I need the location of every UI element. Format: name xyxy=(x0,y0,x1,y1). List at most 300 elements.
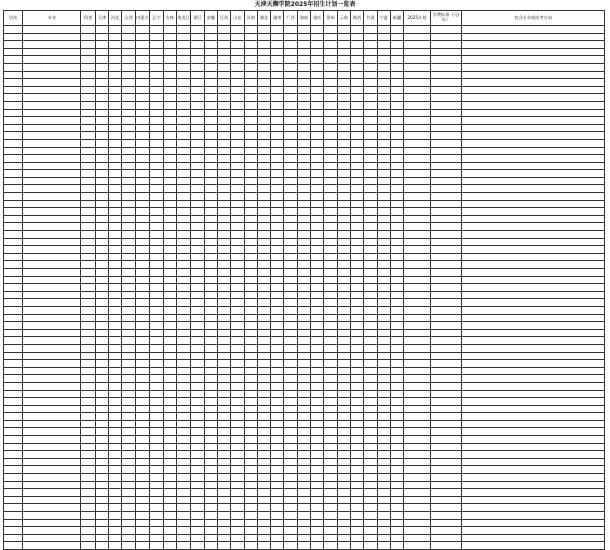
cell-hainan xyxy=(297,527,310,535)
table-row xyxy=(4,41,605,49)
cell-zhejiang xyxy=(191,26,204,34)
cell-henan xyxy=(244,124,257,132)
cell-zhejiang xyxy=(191,193,204,201)
cell-heilongjiang xyxy=(176,253,191,261)
cell-jiangxi xyxy=(217,322,230,330)
cell-neimenggu xyxy=(135,117,150,125)
cell-chongqing xyxy=(311,117,324,125)
cell-xinjiang xyxy=(390,496,403,504)
cell-hainan xyxy=(297,542,310,550)
cell-tianjin xyxy=(95,170,108,178)
cell-xinjiang xyxy=(390,527,403,535)
cell-hainan xyxy=(297,299,310,307)
cell-type xyxy=(81,71,96,79)
cell-hubei xyxy=(257,253,270,261)
cell-shaanxi xyxy=(350,398,363,406)
cell-major xyxy=(23,322,81,330)
cell-type xyxy=(81,200,96,208)
cell-direction xyxy=(462,41,605,49)
cell-shanxi xyxy=(122,504,135,512)
cell-tianjin xyxy=(95,200,108,208)
cell-gansu xyxy=(364,375,377,383)
cell-liaoning xyxy=(150,79,163,87)
cell-shaanxi xyxy=(350,48,363,56)
cell-hebei xyxy=(109,512,122,520)
cell-hainan xyxy=(297,238,310,246)
cell-jilin xyxy=(163,177,176,185)
cell-total xyxy=(404,147,431,155)
cell-ningxia xyxy=(377,253,390,261)
cell-anhui xyxy=(204,306,217,314)
cell-henan xyxy=(244,390,257,398)
cell-zhejiang xyxy=(191,200,204,208)
cell-yunnan xyxy=(337,398,350,406)
cell-fee xyxy=(430,382,461,390)
cell-guangxi xyxy=(284,170,297,178)
cell-fee xyxy=(430,253,461,261)
cell-hebei xyxy=(109,405,122,413)
cell-henan xyxy=(244,185,257,193)
cell-total xyxy=(404,344,431,352)
cell-shanxi xyxy=(122,329,135,337)
cell-shandong xyxy=(231,231,244,239)
cell-henan xyxy=(244,200,257,208)
cell-henan xyxy=(244,496,257,504)
cell-zhejiang xyxy=(191,238,204,246)
cell-hunan xyxy=(271,367,284,375)
cell-guizhou xyxy=(324,367,337,375)
cell-jiangxi xyxy=(217,390,230,398)
table-row xyxy=(4,534,605,542)
cell-anhui xyxy=(204,466,217,474)
cell-anhui xyxy=(204,200,217,208)
cell-gansu xyxy=(364,223,377,231)
cell-shaanxi xyxy=(350,132,363,140)
cell-xinjiang xyxy=(390,246,403,254)
cell-type xyxy=(81,489,96,497)
cell-jiangxi xyxy=(217,496,230,504)
cell-henan xyxy=(244,155,257,163)
cell-gansu xyxy=(364,413,377,421)
cell-category xyxy=(4,474,23,482)
cell-hainan xyxy=(297,41,310,49)
cell-shanxi xyxy=(122,519,135,527)
cell-tianjin xyxy=(95,390,108,398)
cell-tianjin xyxy=(95,261,108,269)
cell-jiangxi xyxy=(217,329,230,337)
cell-shanxi xyxy=(122,71,135,79)
cell-heilongjiang xyxy=(176,231,191,239)
cell-liaoning xyxy=(150,474,163,482)
cell-heilongjiang xyxy=(176,94,191,102)
cell-fee xyxy=(430,443,461,451)
cell-heilongjiang xyxy=(176,284,191,292)
cell-shaanxi xyxy=(350,337,363,345)
cell-zhejiang xyxy=(191,504,204,512)
cell-total xyxy=(404,299,431,307)
cell-ningxia xyxy=(377,185,390,193)
cell-ningxia xyxy=(377,405,390,413)
cell-heilongjiang xyxy=(176,185,191,193)
cell-neimenggu xyxy=(135,413,150,421)
header-shandong: 山东 xyxy=(231,11,244,26)
cell-jiangxi xyxy=(217,375,230,383)
cell-anhui xyxy=(204,48,217,56)
cell-hebei xyxy=(109,41,122,49)
cell-chongqing xyxy=(311,200,324,208)
cell-yunnan xyxy=(337,185,350,193)
cell-hainan xyxy=(297,504,310,512)
cell-ningxia xyxy=(377,344,390,352)
cell-liaoning xyxy=(150,139,163,147)
cell-hunan xyxy=(271,398,284,406)
cell-hubei xyxy=(257,458,270,466)
cell-tianjin xyxy=(95,542,108,550)
cell-chongqing xyxy=(311,109,324,117)
cell-shaanxi xyxy=(350,527,363,535)
cell-yunnan xyxy=(337,436,350,444)
table-row xyxy=(4,405,605,413)
cell-gansu xyxy=(364,299,377,307)
cell-ningxia xyxy=(377,299,390,307)
cell-neimenggu xyxy=(135,238,150,246)
cell-hubei xyxy=(257,124,270,132)
cell-henan xyxy=(244,223,257,231)
cell-shaanxi xyxy=(350,223,363,231)
table-row xyxy=(4,238,605,246)
cell-total xyxy=(404,101,431,109)
cell-fee xyxy=(430,337,461,345)
cell-xinjiang xyxy=(390,382,403,390)
cell-guizhou xyxy=(324,322,337,330)
cell-hebei xyxy=(109,56,122,64)
cell-guangxi xyxy=(284,428,297,436)
cell-hunan xyxy=(271,147,284,155)
cell-category xyxy=(4,231,23,239)
cell-total xyxy=(404,519,431,527)
cell-major xyxy=(23,489,81,497)
table-row xyxy=(4,466,605,474)
cell-ningxia xyxy=(377,413,390,421)
cell-henan xyxy=(244,443,257,451)
cell-xinjiang xyxy=(390,519,403,527)
cell-yunnan xyxy=(337,504,350,512)
cell-shanxi xyxy=(122,352,135,360)
cell-shandong xyxy=(231,41,244,49)
cell-anhui xyxy=(204,238,217,246)
table-row xyxy=(4,382,605,390)
cell-anhui xyxy=(204,542,217,550)
cell-heilongjiang xyxy=(176,269,191,277)
cell-fee xyxy=(430,238,461,246)
cell-ningxia xyxy=(377,86,390,94)
cell-yunnan xyxy=(337,542,350,550)
cell-chongqing xyxy=(311,443,324,451)
cell-yunnan xyxy=(337,215,350,223)
cell-heilongjiang xyxy=(176,428,191,436)
cell-shanxi xyxy=(122,94,135,102)
cell-chongqing xyxy=(311,253,324,261)
cell-jilin xyxy=(163,375,176,383)
cell-jilin xyxy=(163,246,176,254)
cell-major xyxy=(23,405,81,413)
cell-hebei xyxy=(109,329,122,337)
cell-shanxi xyxy=(122,382,135,390)
cell-jiangxi xyxy=(217,231,230,239)
table-row xyxy=(4,428,605,436)
cell-chongqing xyxy=(311,337,324,345)
cell-fee xyxy=(430,405,461,413)
cell-henan xyxy=(244,139,257,147)
cell-direction xyxy=(462,436,605,444)
cell-hainan xyxy=(297,413,310,421)
cell-shanxi xyxy=(122,489,135,497)
cell-heilongjiang xyxy=(176,375,191,383)
cell-guangxi xyxy=(284,284,297,292)
cell-major xyxy=(23,299,81,307)
cell-tianjin xyxy=(95,208,108,216)
cell-shandong xyxy=(231,443,244,451)
cell-hebei xyxy=(109,367,122,375)
cell-chongqing xyxy=(311,375,324,383)
cell-xinjiang xyxy=(390,253,403,261)
cell-total xyxy=(404,177,431,185)
cell-direction xyxy=(462,367,605,375)
cell-yunnan xyxy=(337,170,350,178)
cell-neimenggu xyxy=(135,398,150,406)
cell-hebei xyxy=(109,193,122,201)
cell-jilin xyxy=(163,41,176,49)
cell-direction xyxy=(462,56,605,64)
cell-chongqing xyxy=(311,33,324,41)
cell-category xyxy=(4,322,23,330)
cell-gansu xyxy=(364,48,377,56)
cell-chongqing xyxy=(311,382,324,390)
cell-hebei xyxy=(109,504,122,512)
cell-hubei xyxy=(257,344,270,352)
cell-hebei xyxy=(109,466,122,474)
cell-fee xyxy=(430,329,461,337)
cell-major xyxy=(23,185,81,193)
cell-shandong xyxy=(231,519,244,527)
cell-liaoning xyxy=(150,223,163,231)
table-row xyxy=(4,436,605,444)
cell-liaoning xyxy=(150,109,163,117)
cell-zhejiang xyxy=(191,162,204,170)
cell-hunan xyxy=(271,375,284,383)
cell-guizhou xyxy=(324,33,337,41)
cell-shaanxi xyxy=(350,200,363,208)
cell-jiangxi xyxy=(217,405,230,413)
cell-shaanxi xyxy=(350,481,363,489)
cell-hebei xyxy=(109,79,122,87)
cell-guangxi xyxy=(284,322,297,330)
cell-yunnan xyxy=(337,519,350,527)
cell-shandong xyxy=(231,246,244,254)
cell-total xyxy=(404,542,431,550)
cell-shanxi xyxy=(122,428,135,436)
cell-anhui xyxy=(204,458,217,466)
cell-guangxi xyxy=(284,306,297,314)
cell-fee xyxy=(430,101,461,109)
cell-direction xyxy=(462,466,605,474)
cell-category xyxy=(4,177,23,185)
cell-neimenggu xyxy=(135,246,150,254)
cell-hubei xyxy=(257,322,270,330)
cell-shandong xyxy=(231,375,244,383)
cell-major xyxy=(23,139,81,147)
cell-henan xyxy=(244,314,257,322)
table-row xyxy=(4,86,605,94)
cell-henan xyxy=(244,352,257,360)
cell-heilongjiang xyxy=(176,238,191,246)
cell-xinjiang xyxy=(390,71,403,79)
cell-xinjiang xyxy=(390,63,403,71)
cell-category xyxy=(4,200,23,208)
cell-hainan xyxy=(297,519,310,527)
cell-guangxi xyxy=(284,79,297,87)
cell-hebei xyxy=(109,436,122,444)
cell-shandong xyxy=(231,276,244,284)
cell-guizhou xyxy=(324,117,337,125)
cell-hubei xyxy=(257,26,270,34)
cell-total xyxy=(404,329,431,337)
cell-xinjiang xyxy=(390,79,403,87)
cell-major xyxy=(23,360,81,368)
cell-chongqing xyxy=(311,177,324,185)
cell-neimenggu xyxy=(135,139,150,147)
cell-henan xyxy=(244,542,257,550)
cell-yunnan xyxy=(337,291,350,299)
cell-type xyxy=(81,496,96,504)
header-row xyxy=(4,11,605,26)
table-row xyxy=(4,375,605,383)
cell-category xyxy=(4,458,23,466)
cell-shaanxi xyxy=(350,542,363,550)
cell-hunan xyxy=(271,200,284,208)
cell-neimenggu xyxy=(135,147,150,155)
cell-jilin xyxy=(163,253,176,261)
cell-zhejiang xyxy=(191,261,204,269)
cell-major xyxy=(23,117,81,125)
cell-jilin xyxy=(163,466,176,474)
cell-guangxi xyxy=(284,405,297,413)
table-row xyxy=(4,398,605,406)
cell-direction xyxy=(462,101,605,109)
header-total: 2025计划 xyxy=(404,11,431,26)
cell-gansu xyxy=(364,481,377,489)
cell-gansu xyxy=(364,443,377,451)
cell-heilongjiang xyxy=(176,420,191,428)
cell-yunnan xyxy=(337,124,350,132)
cell-category xyxy=(4,390,23,398)
cell-jiangxi xyxy=(217,382,230,390)
cell-major xyxy=(23,329,81,337)
cell-guangxi xyxy=(284,489,297,497)
cell-jiangxi xyxy=(217,352,230,360)
cell-yunnan xyxy=(337,443,350,451)
cell-henan xyxy=(244,41,257,49)
cell-neimenggu xyxy=(135,306,150,314)
cell-direction xyxy=(462,132,605,140)
cell-guizhou xyxy=(324,382,337,390)
cell-hunan xyxy=(271,41,284,49)
cell-hainan xyxy=(297,337,310,345)
cell-direction xyxy=(462,124,605,132)
cell-henan xyxy=(244,238,257,246)
cell-zhejiang xyxy=(191,466,204,474)
cell-jiangxi xyxy=(217,253,230,261)
cell-shandong xyxy=(231,253,244,261)
cell-guangxi xyxy=(284,291,297,299)
cell-category xyxy=(4,413,23,421)
cell-jiangxi xyxy=(217,63,230,71)
cell-type xyxy=(81,367,96,375)
cell-liaoning xyxy=(150,314,163,322)
cell-jiangxi xyxy=(217,26,230,34)
cell-zhejiang xyxy=(191,291,204,299)
cell-category xyxy=(4,344,23,352)
cell-neimenggu xyxy=(135,261,150,269)
cell-henan xyxy=(244,208,257,216)
cell-gansu xyxy=(364,314,377,322)
cell-anhui xyxy=(204,41,217,49)
cell-ningxia xyxy=(377,56,390,64)
cell-shandong xyxy=(231,451,244,459)
cell-hebei xyxy=(109,474,122,482)
cell-xinjiang xyxy=(390,86,403,94)
cell-neimenggu xyxy=(135,329,150,337)
cell-jilin xyxy=(163,405,176,413)
cell-category xyxy=(4,375,23,383)
cell-jiangxi xyxy=(217,170,230,178)
cell-major xyxy=(23,269,81,277)
cell-total xyxy=(404,79,431,87)
cell-gansu xyxy=(364,246,377,254)
cell-heilongjiang xyxy=(176,496,191,504)
cell-shaanxi xyxy=(350,420,363,428)
cell-jilin xyxy=(163,291,176,299)
cell-guangxi xyxy=(284,337,297,345)
cell-direction xyxy=(462,109,605,117)
cell-guangxi xyxy=(284,147,297,155)
cell-guizhou xyxy=(324,481,337,489)
cell-anhui xyxy=(204,261,217,269)
cell-hunan xyxy=(271,231,284,239)
cell-type xyxy=(81,124,96,132)
cell-total xyxy=(404,481,431,489)
cell-hainan xyxy=(297,344,310,352)
cell-hainan xyxy=(297,155,310,163)
cell-fee xyxy=(430,71,461,79)
cell-hubei xyxy=(257,276,270,284)
cell-neimenggu xyxy=(135,79,150,87)
cell-gansu xyxy=(364,231,377,239)
cell-fee xyxy=(430,360,461,368)
cell-type xyxy=(81,527,96,535)
table-row xyxy=(4,185,605,193)
cell-ningxia xyxy=(377,200,390,208)
cell-heilongjiang xyxy=(176,56,191,64)
cell-fee xyxy=(430,519,461,527)
cell-zhejiang xyxy=(191,405,204,413)
cell-jilin xyxy=(163,398,176,406)
cell-shanxi xyxy=(122,139,135,147)
cell-heilongjiang xyxy=(176,390,191,398)
cell-jilin xyxy=(163,284,176,292)
cell-neimenggu xyxy=(135,48,150,56)
cell-type xyxy=(81,208,96,216)
